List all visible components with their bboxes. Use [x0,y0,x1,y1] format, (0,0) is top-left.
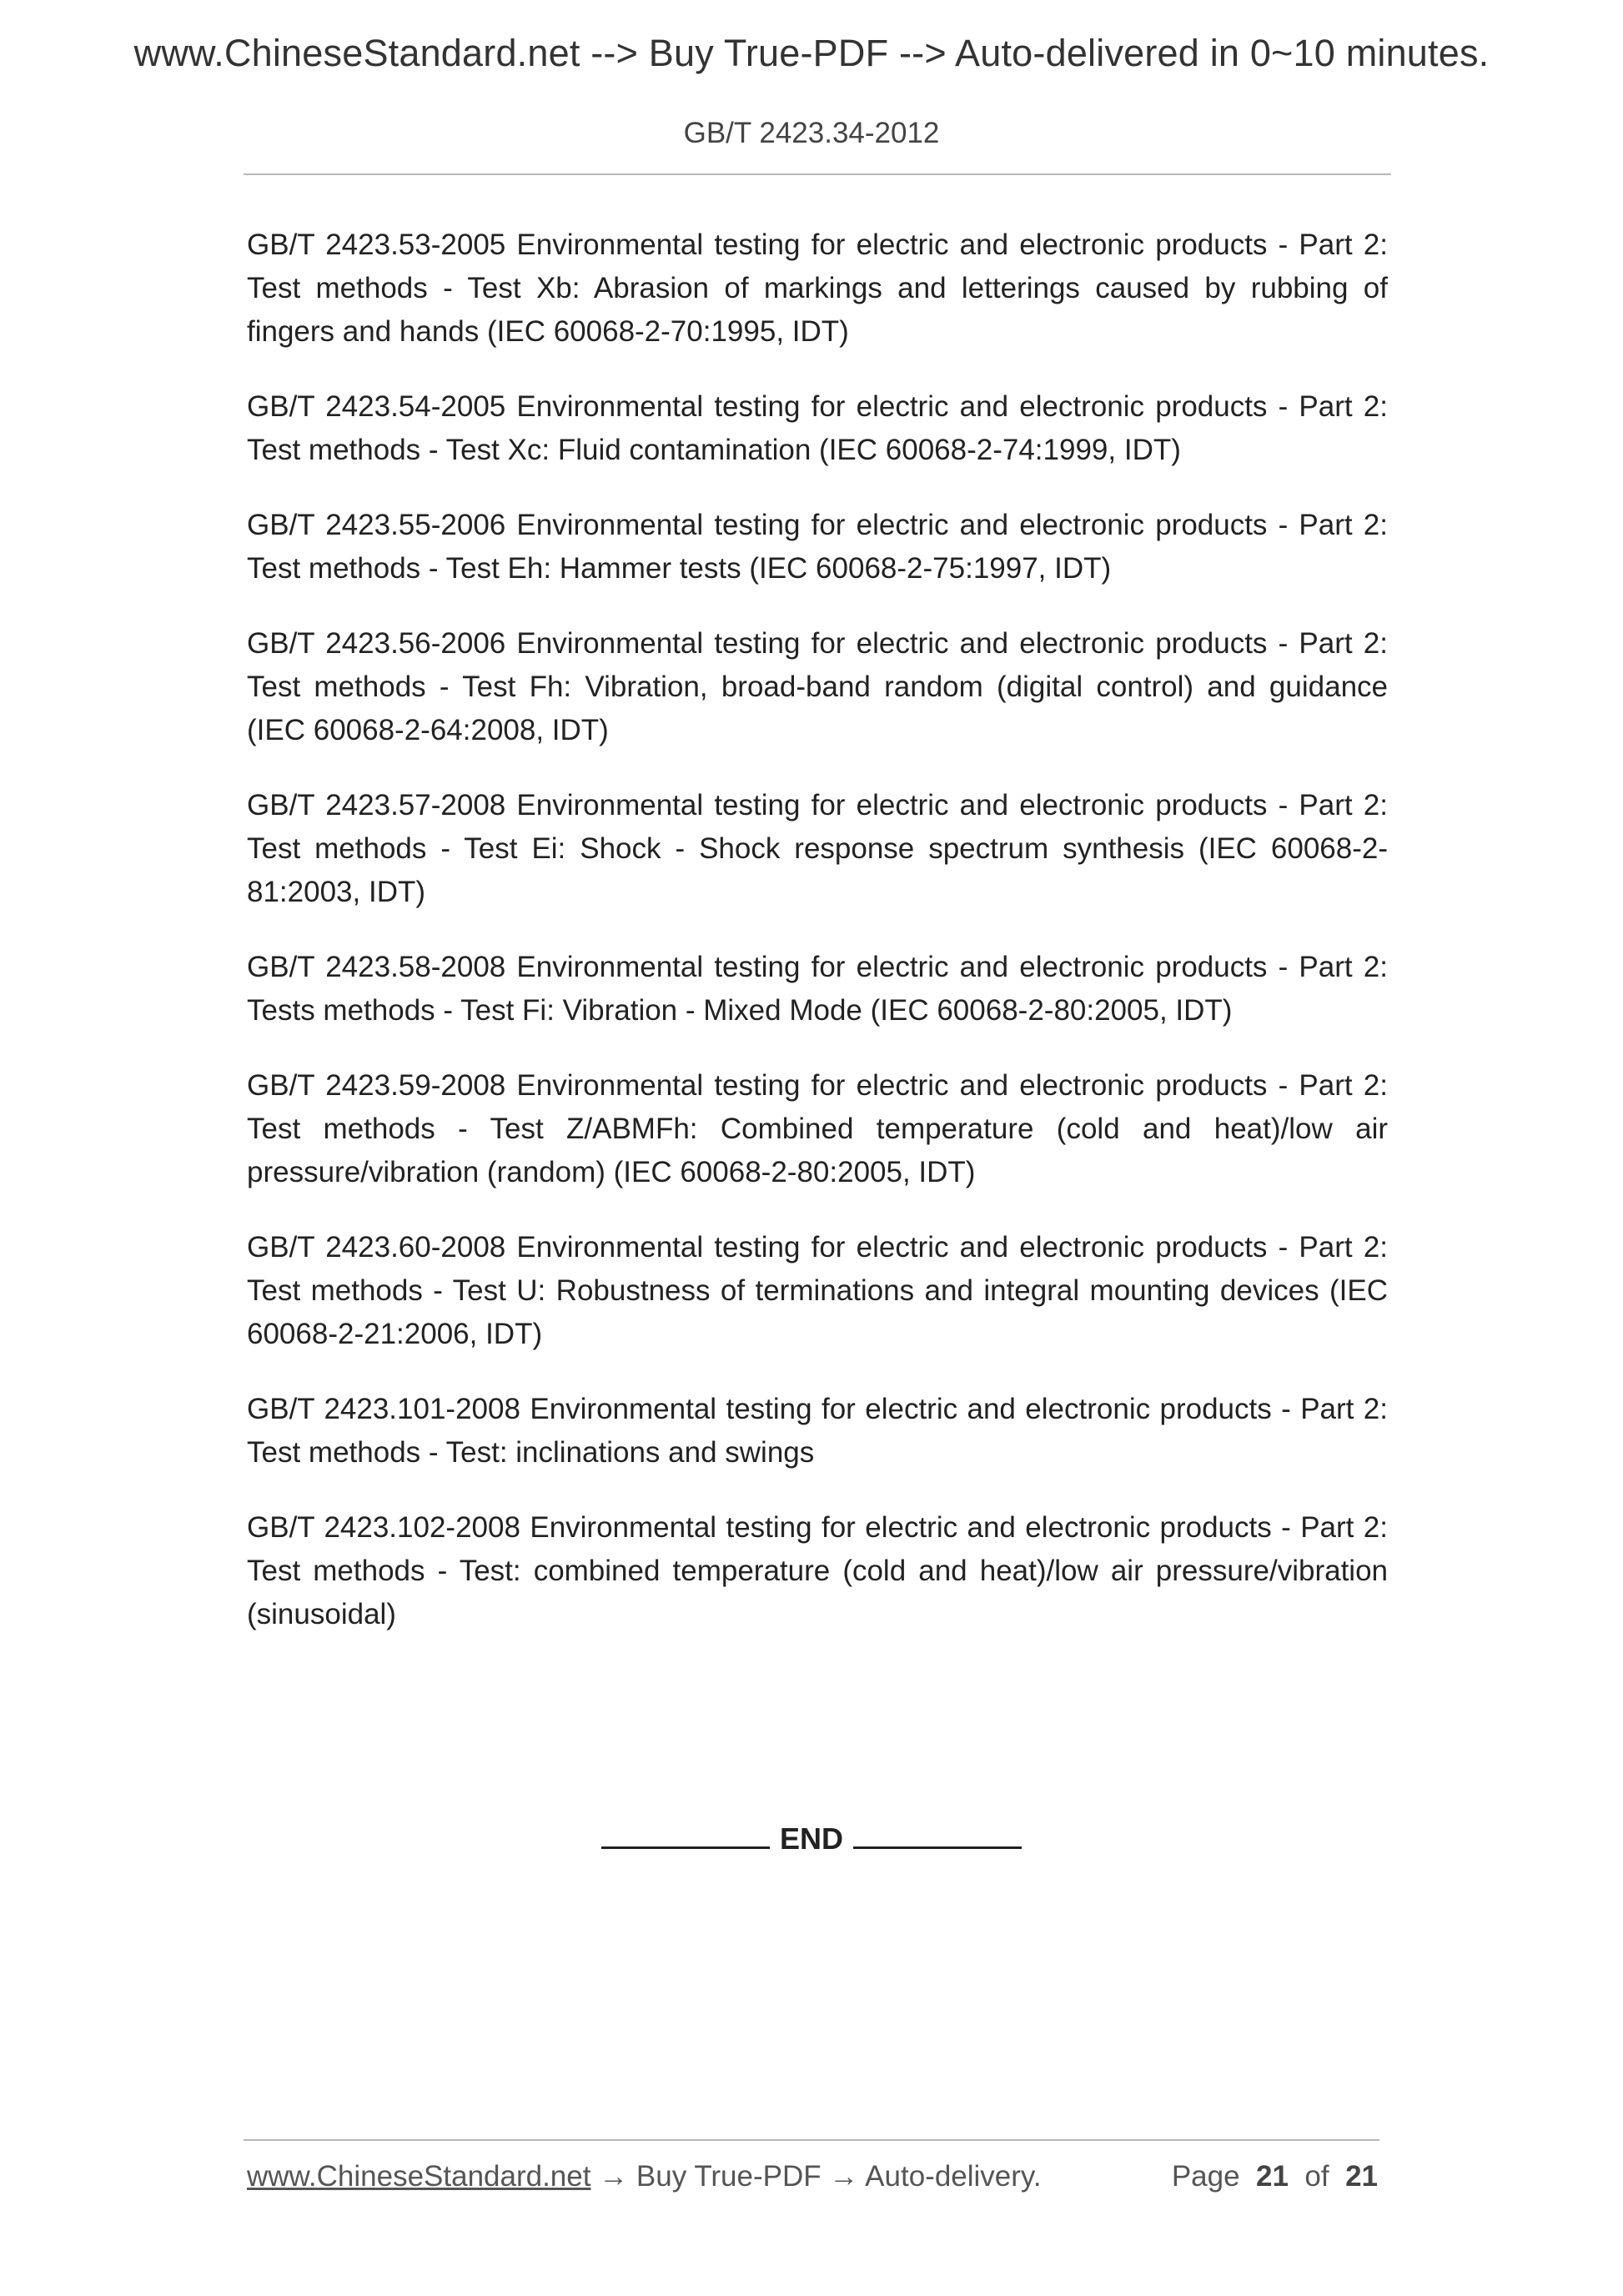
end-label: END [779,1821,843,1856]
site-link[interactable]: www.ChineseStandard.net [247,2160,591,2193]
end-marker [0,1821,1623,1856]
header-divider [244,173,1391,175]
reference-item: GB/T 2423.102-2008 Environmental testing for electric and electronic products - Part 2: Test methods - Test: combined temperature (cold and heat)/low air pressure/vibration (sinusoidal) [247,1511,1388,1630]
total-pages-number: 21 [1345,2160,1378,2193]
document-code: GB/T 2423.34-2012 [683,117,940,149]
reference-list [247,224,1388,1668]
page-label: Page [1171,2160,1240,2193]
page-indicator [1172,2160,1378,2193]
reference-item: GB/T 2423.58-2008 Environmental testing for electric and electronic products - Part 2: Tests methods - Test Fi: Vibration - Mixed Mode (IEC 60068-2-80:2005, IDT) [247,951,1388,1027]
end-rule-right [853,1821,1022,1849]
current-page-number: 21 [1256,2160,1289,2193]
footer-left [247,2160,1042,2193]
site-banner: www.ChineseStandard.net --> Buy True-PDF --> Auto-delivered in 0~10 minutes. [133,32,1490,74]
reference-item: GB/T 2423.54-2005 Environmental testing for electric and electronic products - Part 2: Test methods - Test Xc: Fluid contamination (IEC 60068-2-74:1999, IDT) [247,390,1388,466]
reference-item: GB/T 2423.101-2008 Environmental testing for electric and electronic products - Part 2: Test methods - Test: inclinations and swings [247,1393,1388,1469]
reference-item: GB/T 2423.55-2006 Environmental testing for electric and electronic products - Part 2: Test methods - Test Eh: Hammer tests (IEC 60068-2-75:1997, IDT) [247,509,1388,585]
of-label: of [1304,2160,1329,2193]
reference-item: GB/T 2423.60-2008 Environmental testing for electric and electronic products - Part 2: Test methods - Test U: Robustness of terminations and integral mounting devices (IEC 60068-2-21:2006, IDT) [247,1231,1388,1350]
reference-item: GB/T 2423.53-2005 Environmental testing for electric and electronic products - Part 2: Test methods - Test Xb: Abrasion of markings and letterings caused by rubbing of fingers and hands (IEC 60068-2-70:1995, IDT) [247,229,1388,348]
reference-item: GB/T 2423.57-2008 Environmental testing for electric and electronic products - Part 2: Test methods - Test Ei: Shock - Shock response spectrum synthesis (IEC 60068-2-81:2003, IDT) [247,789,1388,908]
reference-item: GB/T 2423.56-2006 Environmental testing for electric and electronic products - Part 2: Test methods - Test Fh: Vibration, broad-band random (digital control) and guidance (IEC 60068-2-64:2008, IDT) [247,627,1388,746]
footer-tagline: → Buy True-PDF → Auto-delivery. [590,2160,1042,2193]
end-rule-left [601,1821,770,1849]
footer-divider [244,2139,1379,2141]
reference-item: GB/T 2423.59-2008 Environmental testing for electric and electronic products - Part 2: Test methods - Test Z/ABMFh: Combined temperature (cold and heat)/low air pressure/vibration (random) (IEC 60068-2-80:2005, IDT) [247,1069,1388,1188]
